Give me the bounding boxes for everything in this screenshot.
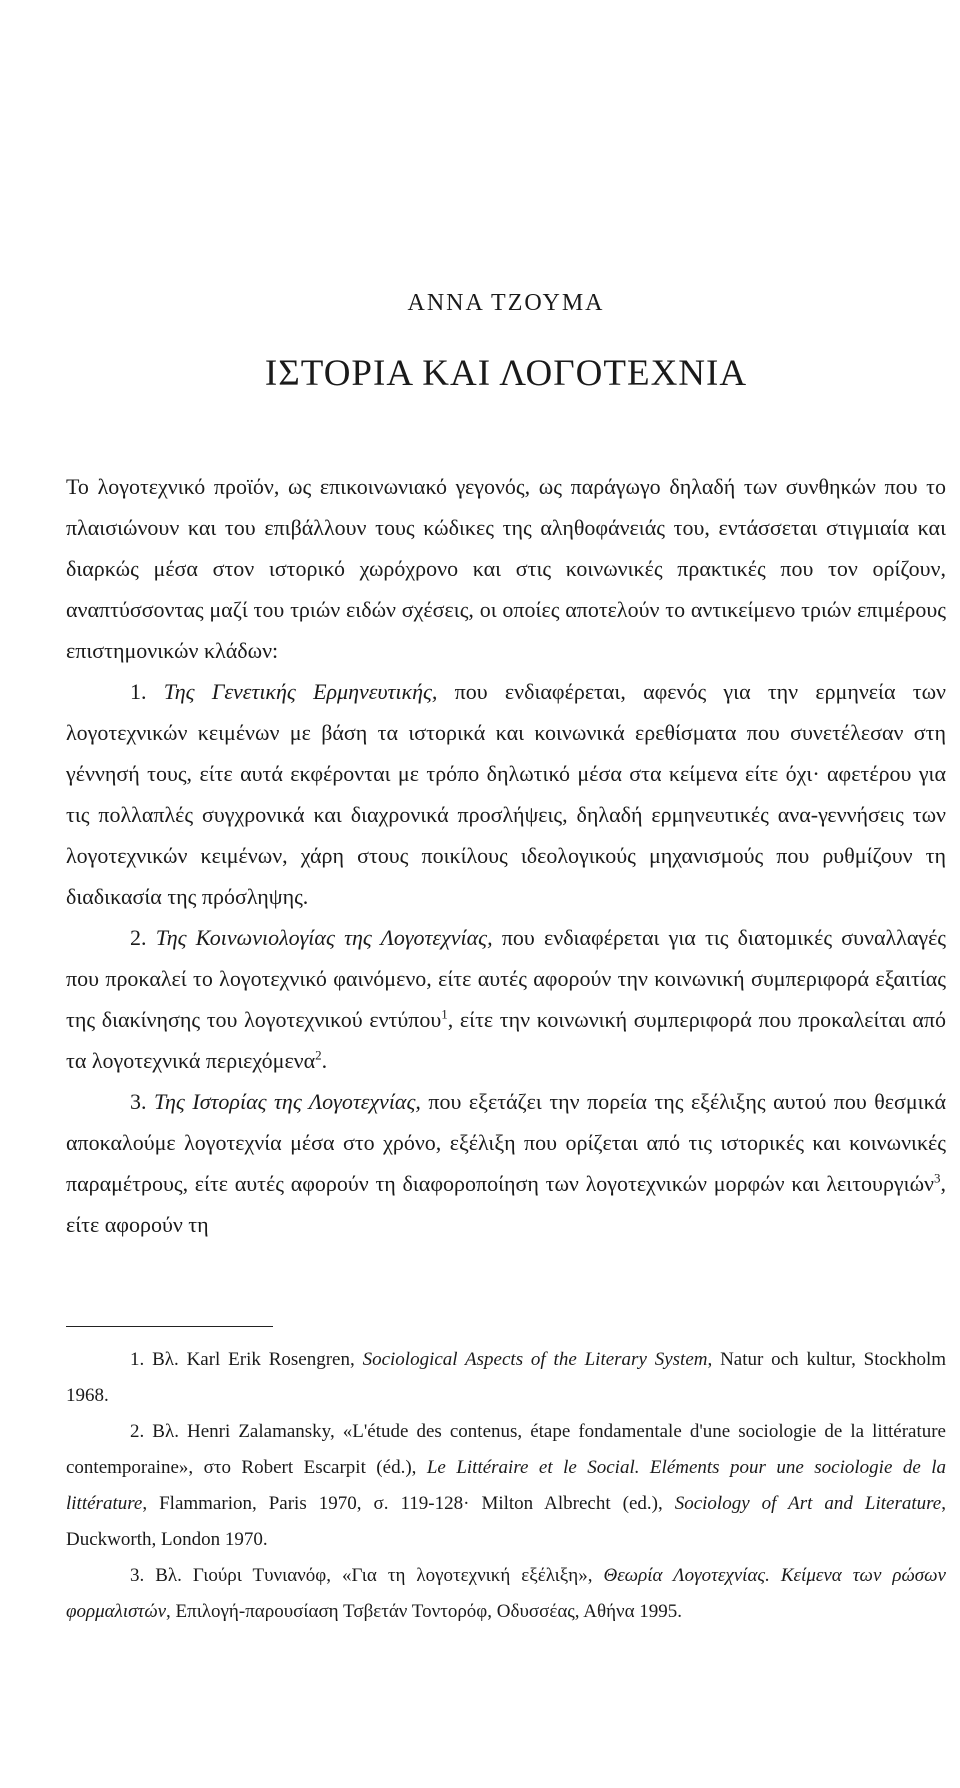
footnote-1-title: Sociological Aspects of the Literary System xyxy=(362,1349,708,1370)
footnote-1 xyxy=(66,1342,946,1414)
item-2-text-a: που ενδιαφέρεται για τις διατομικές συναλλαγές που προκαλεί το λογοτεχνικό φαινόμενο, είτε αυτές αφορούν την κοινωνική συμπεριφορά εξαιτίας της διακίνησης του λογοτεχνικού εντύπου xyxy=(66,925,947,1032)
footnote-ref-2[interactable]: 2 xyxy=(315,1047,322,1063)
footnote-divider xyxy=(66,1326,273,1327)
footnote-2-title-1: Le Littéraire et le Social. Eléments pour une sociologie de la littérature xyxy=(66,1457,946,1514)
item-1-text: που ενδιαφέρεται, αφενός για την ερμηνεία των λογοτεχνικών κειμένων με βάση τα ιστορικά και κοινωνικά ερεθίσματα που συνετέλεσαν στη γέννησή τους, είτε αυτά εκφέρονται με τρόπο δηλωτικό μέσα στα κείμενα είτε όχι· αφετέρου για τις πολλαπλές συγχρονικά και διαχρονικά προσλήψεις, δηλαδή ερμηνευτικές ανα-γεννήσεις των λογοτεχνικών κειμένων, χάρη στους ποικίλους ιδεολογικούς μηχανισμούς που ρυθμίζουν τη διαδικασία της πρόσληψης. xyxy=(66,679,946,909)
item-2-number: 2. xyxy=(130,925,147,950)
item-3-text-a: που εξετάζει την πορεία της εξέλιξης αυτού που θεσμικά αποκαλούμε λογοτεχνία μέσα στο χρόνο, εξέλιξη που ορίζεται από τις ιστορικές και κοινωνικές παραμέτρους, είτε αυτές αφορούν τη διαφοροποίηση των λογοτεχνικών μορφών και λειτουργιών xyxy=(66,1089,946,1196)
item-3-text-b: , είτε αφορούν τη xyxy=(66,1171,946,1237)
footnote-ref-1[interactable]: 1 xyxy=(441,1006,448,1022)
item-3-number: 3. xyxy=(130,1089,147,1114)
item-2-text-c: . xyxy=(321,1048,328,1073)
footnote-3-text-b: , Επιλογή-παρουσίαση Τσβετάν Τοντορόφ, Οδυσσέας, Αθήνα 1995. xyxy=(166,1601,683,1622)
footnotes xyxy=(66,1342,946,1630)
footnote-3 xyxy=(66,1558,946,1630)
article-title: ΙΣΤΟΡΙΑ ΚΑΙ ΛΟΓΟΤΕΧΝΙΑ xyxy=(264,353,748,394)
item-2-paragraph xyxy=(66,917,946,1081)
item-1-number: 1. xyxy=(130,679,147,704)
item-3-heading: Της Ιστορίας της Λογοτεχνίας, xyxy=(154,1089,421,1114)
footnote-2-text-a: 2. Βλ. Henri Zalamansky, «L'étude des contenus, étape fondamentale d'une sociologie de la littérature contemporaine», στο Robert Escarpit (éd.), xyxy=(66,1421,946,1478)
item-1-heading: Της Γενετικής Ερμηνευτικής, xyxy=(163,679,438,704)
footnote-3-title: Θεωρία Λογοτεχνίας. Κείμενα των ρώσων φορμαλιστών xyxy=(66,1565,946,1622)
intro-paragraph: Το λογοτεχνικό προϊόν, ως επικοινωνιακό γεγονός, ως παράγωγο δηλαδή των συνθηκών που το πλαισιώνουν και του επιβάλλουν τους κώδικες της αληθοφάνειάς του, εντάσσεται στιγμιαία και διαρκώς μέσα στον ιστορικό χωρόχρονο και στις κοινωνικές πρακτικές που τον ορίζουν, αναπτύσσοντας μαζί του τριών ειδών σχέσεις, οι οποίες αποτελούν το αντικείμενο τριών επιμέρους επιστημονικών κλάδων: xyxy=(66,474,946,663)
footnote-2-title-2: Sociology of Art and Literature xyxy=(674,1493,942,1514)
item-2-text-b: , είτε την κοινωνική συμπεριφορά που προκαλείται από τα λογοτεχνικά περιεχόμενα xyxy=(66,1007,946,1073)
footnote-1-text-a: 1. Βλ. Karl Erik Rosengren, xyxy=(130,1349,363,1370)
item-2-heading: Της Κοινωνιολογίας της Λογοτεχνίας, xyxy=(155,925,493,950)
page xyxy=(66,0,946,1788)
footnote-ref-3[interactable]: 3 xyxy=(934,1170,941,1186)
footnote-2-text-b: , Flammarion, Paris 1970, σ. 119-128· Milton Albrecht (ed.), xyxy=(142,1493,675,1514)
article-body xyxy=(66,466,946,1245)
author-name: ΑΝΝΑ ΤΖΟΥΜΑ xyxy=(407,290,605,316)
footnote-2-text-c: , Duckworth, London 1970. xyxy=(66,1493,946,1550)
footnote-3-text-a: 3. Βλ. Γιούρι Τυνιανόφ, «Για τη λογοτεχνική εξέλιξη», xyxy=(130,1565,604,1586)
footnote-2 xyxy=(66,1414,946,1558)
footnote-1-text-b: , Natur och kultur, Stockholm 1968. xyxy=(66,1349,946,1406)
item-1-paragraph xyxy=(66,671,946,917)
item-3-paragraph xyxy=(66,1081,946,1245)
